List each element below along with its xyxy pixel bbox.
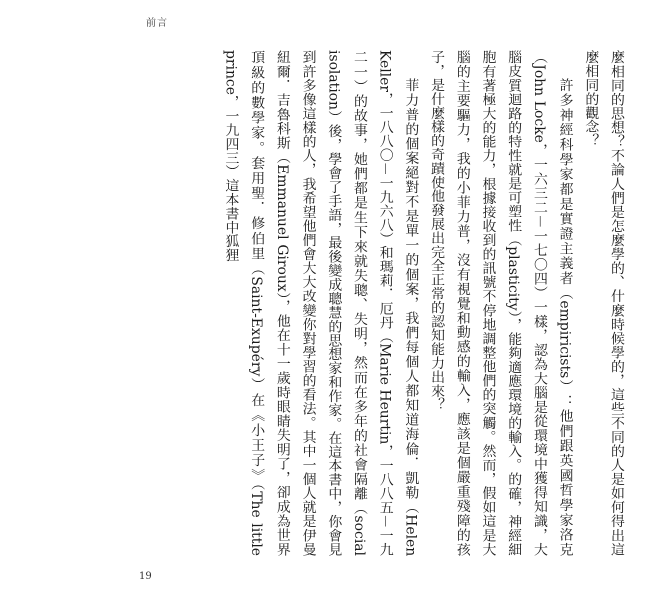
paragraph: 許多神經科學家都是實證主義者（empiricists）：他們跟英國哲學家洛克（John Locke，一六三二－一七〇四）一樣，認為大腦是從環境中獲得知識，大腦皮質迴路的特性就是可塑性（plasticity），能夠適應環境的輸入。的確，神經細胞有著極大的能力，根據接收到的訊號不停地調整他們的突觸。然而，假如這是大腦的主要驅力，我的小菲力普，沒有視覺和動感的輸入，應該是個嚴重殘障的孩子，是什麼樣的奇蹟使他發展出完全正常的認知能力出來？	[428, 50, 573, 556]
paragraph: 麼相同的思想？不論人們是怎麼學的、什麼時候學的，這些不同的人是如何得出這麼相同的觀念？	[582, 50, 624, 556]
running-head: 前言	[146, 18, 168, 29]
body-text	[150, 50, 628, 556]
page-number: 19	[139, 571, 152, 582]
paragraph: 菲力普的個案絕對不是單一的個案，我們每個人都知道海倫．凱勒（Helen Keller，一八八〇－一九六八）和瑪莉．厄丹（Marie Heurtin，一八八五－一九二一）的故事，她們都是生下來就失聰、失明，然而在多年的社會隔離（social isolation）後，學會了手語，最後變成聰慧的思想家和作家。在這本書中，你會見到許多像這樣的人，我希望他們會大大改變你對學習的看法。其中一個人就是伊曼紐爾．吉魯科斯（Emmanuel Giroux），他在十一歲時眼睛失明了，卻成為世界頂級的數學家。套用聖．修伯里（Saint-Exupéry）在《小王子》（The little prince，一九四三）這本書中狐狸	[222, 50, 419, 556]
